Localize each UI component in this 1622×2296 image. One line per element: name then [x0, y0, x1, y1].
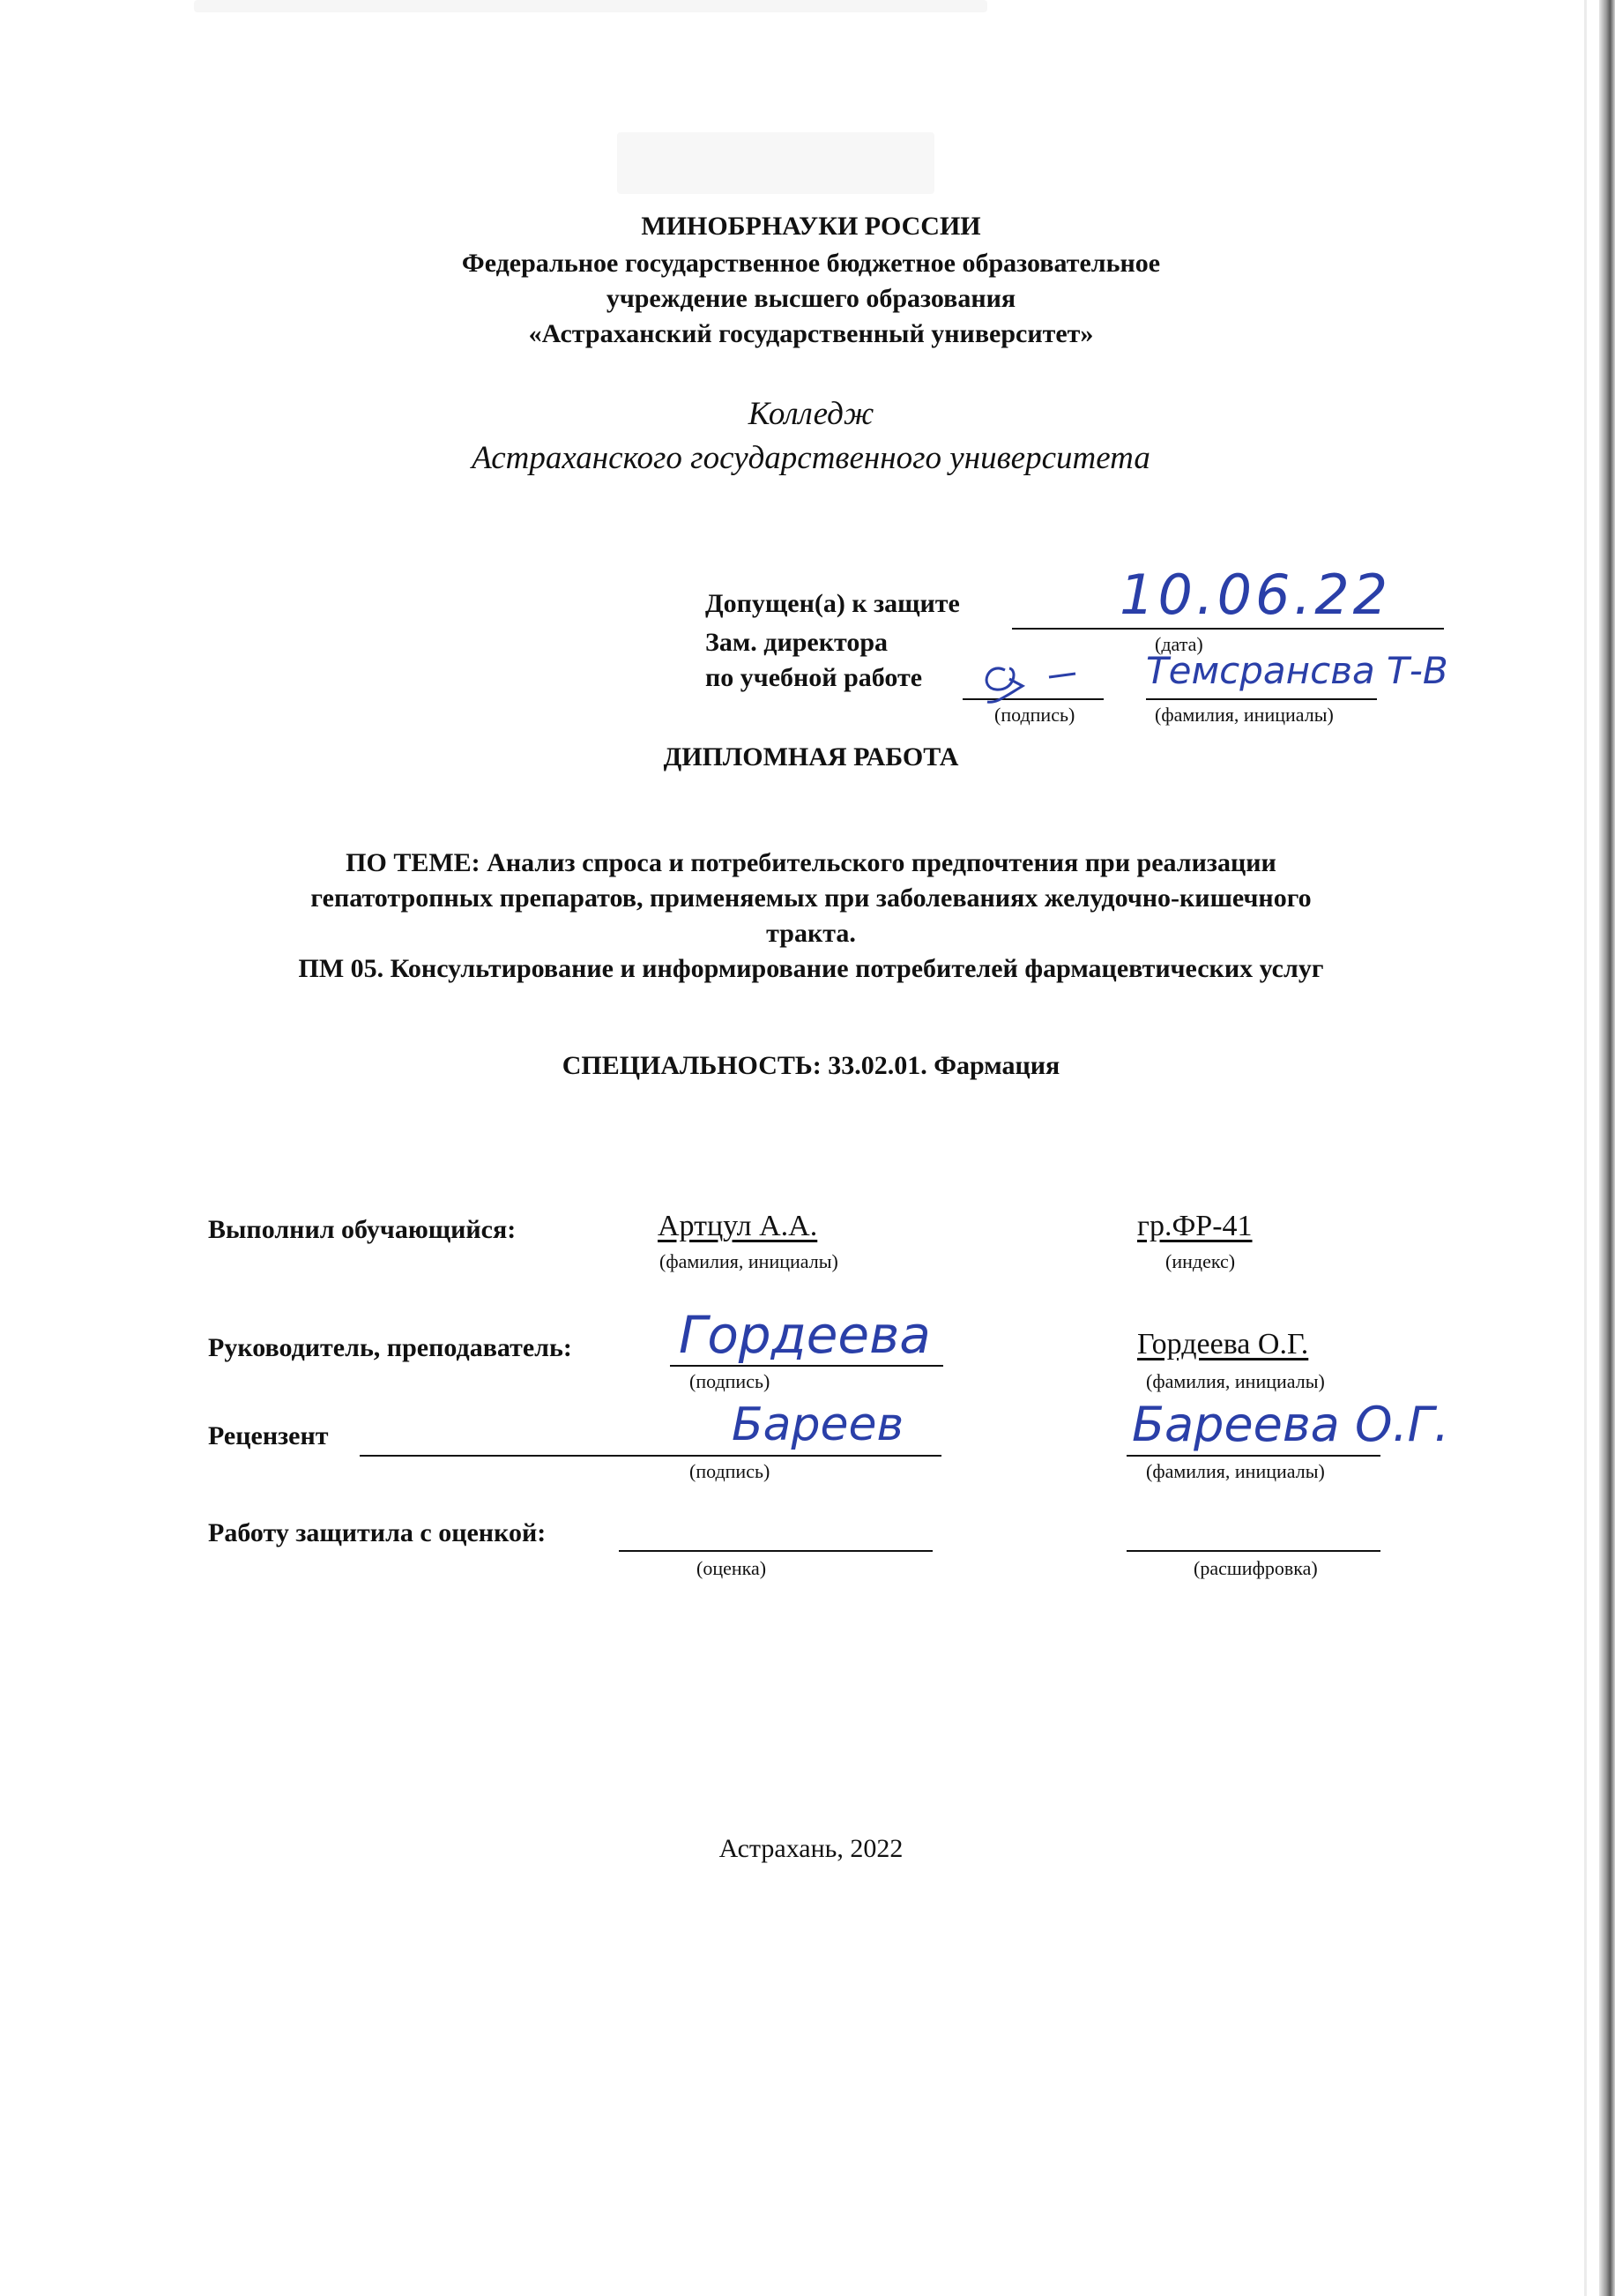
- college-line-1: Колледж: [748, 396, 874, 432]
- topic-line-2: гепатотропных препаратов, применяемых при заболеваниях желудочно-кишечного: [310, 883, 1312, 913]
- ministry-title: МИНОБРНАУКИ РОССИИ: [641, 212, 981, 241]
- supervisor-name-hint: (фамилия, инициалы): [1146, 1370, 1325, 1392]
- admitted-label: Допущен(а) к защите: [705, 589, 960, 618]
- deputy-name-handwritten: Темсрансва Т-В: [1146, 649, 1448, 692]
- supervisor-label: Руководитель, преподаватель:: [208, 1333, 572, 1362]
- decode-line: [1127, 1550, 1380, 1552]
- student-label: Выполнил обучающийся:: [208, 1215, 517, 1244]
- scan-smudge: [617, 132, 934, 194]
- deputy-name-line: [1146, 698, 1377, 700]
- reviewer-name-line: [1127, 1455, 1380, 1457]
- deputy-label-2: по учебной работе: [705, 663, 923, 692]
- supervisor-signature-hint: (подпись): [689, 1370, 770, 1392]
- specialty: СПЕЦИАЛЬНОСТЬ: 33.02.01. Фармация: [562, 1051, 1060, 1080]
- student-group: гр.ФР-41: [1137, 1210, 1253, 1242]
- institution-line-2: Федеральное государственное бюджетное образовательное: [461, 249, 1161, 278]
- deputy-name-hint: (фамилия, инициалы): [1155, 704, 1334, 726]
- student-name-hint: (фамилия, инициалы): [659, 1250, 838, 1272]
- reviewer-signature-handwritten: Бареев: [732, 1398, 904, 1451]
- supervisor-signature-handwritten: Гордеева: [679, 1305, 931, 1365]
- deputy-label-1: Зам. директора: [705, 628, 889, 657]
- city-year: Астрахань, 2022: [718, 1834, 904, 1863]
- topic-line-1: ПО ТЕМЕ: Анализ спроса и потребительского предпочтения при реализации: [346, 848, 1276, 877]
- professional-module: ПМ 05. Консультирование и информирование потребителей фармацевтических услуг: [298, 954, 1324, 983]
- grade-line: [619, 1550, 933, 1552]
- deputy-signature-hint: (подпись): [994, 704, 1075, 726]
- admitted-line: [1012, 628, 1444, 630]
- reviewer-name-hint: (фамилия, инициалы): [1146, 1460, 1325, 1482]
- group-hint: (индекс): [1165, 1250, 1236, 1272]
- date-hint: (дата): [1155, 633, 1203, 655]
- grade-hint: (оценка): [696, 1557, 767, 1579]
- university-name: «Астраханский государственный университет»: [528, 319, 1094, 348]
- deputy-signature-image: [970, 644, 1102, 705]
- admitted-date-handwritten: 10.06.22: [1120, 563, 1392, 627]
- reviewer-signature-line: [360, 1455, 941, 1457]
- supervisor-signature-line: [670, 1365, 943, 1367]
- student-name: Артцул А.А.: [658, 1210, 818, 1242]
- document-type: ДИПЛОМНАЯ РАБОТА: [663, 742, 959, 772]
- decode-hint: (расшифровка): [1194, 1557, 1318, 1579]
- reviewer-signature-hint: (подпись): [689, 1460, 770, 1482]
- institution-line-3: учреждение высшего образования: [606, 284, 1016, 313]
- college-line-2: Астраханского государственного университета: [472, 440, 1150, 476]
- reviewer-name-handwritten: Бареева О.Г.: [1132, 1397, 1449, 1452]
- topic-line-3: тракта.: [766, 919, 856, 948]
- reviewer-label: Рецензент: [208, 1421, 329, 1450]
- defense-label: Работу защитила с оценкой:: [208, 1518, 547, 1547]
- supervisor-name: Гордеева О.Г.: [1137, 1328, 1309, 1360]
- scan-smudge-top: [194, 0, 987, 12]
